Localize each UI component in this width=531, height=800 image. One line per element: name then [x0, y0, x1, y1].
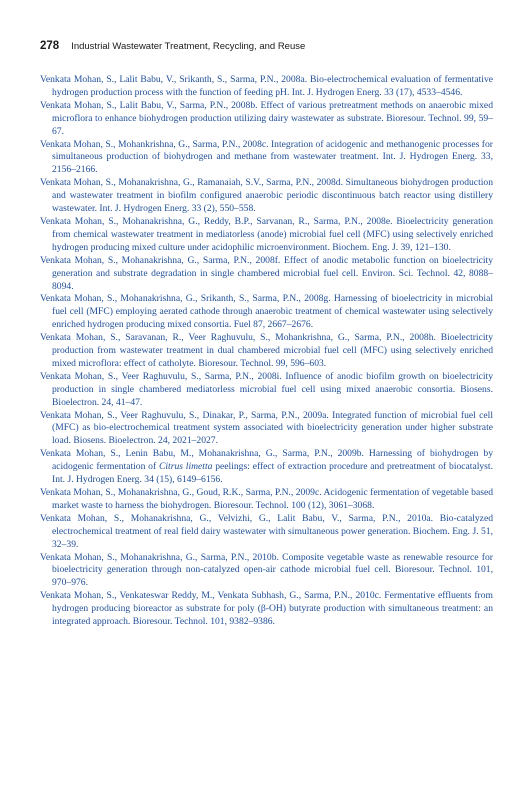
- reference-entry: Venkata Mohan, S., Mohankrishna, G., Sarma, P.N., 2008c. Integration of acidogenic and methanogenic processes for simultaneous production of biohydrogen and methane from wastewater treatment. Int. J. Hydrogen Energ. 33, 2156–2166.: [40, 138, 493, 176]
- page-header: [40, 40, 491, 52]
- reference-entry: Venkata Mohan, S., Mohanakrishna, G., Sarma, P.N., 2008f. Effect of anodic metabolic function on bioelectricity generation and substrate degradation in single chambered microbial fuel cell. Environ. Sci. Technol. 42, 8088–8094.: [40, 254, 493, 292]
- reference-entry: Venkata Mohan, S., Mohanakrishna, G., Srikanth, S., Sarma, P.N., 2008g. Harnessing of bioelectricity in microbial fuel cell (MFC) employing aerated cathode through anaerobic treatment of chemical wastewater using selectively enriched hydrogen producing mixed consortia. Fuel 87, 2667–2676.: [40, 293, 493, 331]
- reference-text: peelings: effect of extraction procedure and pretreatment of biocatalyst. Int. J. Hydrogen Energ. 34 (15), 6149–6156.: [52, 461, 493, 486]
- reference-entry: Venkata Mohan, S., Mohanakrishna, G., Sarma, P.N., 2010b. Composite vegetable waste as renewable resource for bioelectricity generation through non-catalyzed open-air cathode microbial fuel cell. Bioresour. Technol. 101, 970–976.: [40, 551, 493, 589]
- page-number: 278: [40, 40, 60, 52]
- reference-entry: Venkata Mohan, S., Lalit Babu, V., Sarma, P.N., 2008b. Effect of various pretreatment methods on anaerobic mixed microflora to enhance biohydrogen production utilizing dairy wastewater as substrate. Bioresour. Technol. 99, 59–67.: [40, 99, 493, 137]
- reference-entry: Venkata Mohan, S., Mohanakrishna, G., Ramanaiah, S.V., Sarma, P.N., 2008d. Simultaneous biohydrogen production and wastewater treatment in biofilm configured anaerobic periodic discontinuous batch reactor using distillery wastewater. Int. J. Hydrogen Energ. 33 (2), 550–558.: [40, 177, 493, 215]
- reference-entry: Venkata Mohan, S., Saravanan, R., Veer Raghuvulu, S., Mohankrishna, G., Sarma, P.N., 2008h. Bioelectricity production from wastewater treatment in dual chambered microbial fuel cell (MFC) using selectively enriched mixed microflora: effect of catholyte. Bioresour. Technol. 99, 596–603.: [40, 332, 493, 369]
- reference-entry: Venkata Mohan, S., Veer Raghuvulu, S., Dinakar, P., Sarma, P.N., 2009a. Integrated function of microbial fuel cell (MFC) as bio-electrochemical treatment system associated with bioelectricity generation under higher substrate load. Biosens. Bioelectron. 24, 2021–2027.: [40, 409, 493, 447]
- reference-entry: Venkata Mohan, S., Lalit Babu, V., Srikanth, S., Sarma, P.N., 2008a. Bio-electrochemical evaluation of fermentative hydrogen production process with the function of feeding pH. Int. J. Hydrogen Energ. 33 (17), 4533–4546.: [40, 74, 493, 98]
- reference-entry: Venkata Mohan, S., Mohanakrishna, G., Velvizhi, G., Lalit Babu, V., Sarma, P.N., 2010a. Bio-catalyzed electrochemical treatment of real field dairy wastewater with simultaneous power generation. Biochem. Eng. J. 51, 32–39.: [40, 512, 493, 550]
- reference-entry: [40, 448, 493, 487]
- reference-entry: Venkata Mohan, S., Venkateswar Reddy, M., Venkata Subhash, G., Sarma, P.N., 2010c. Fermentative effluents from hydrogen producing bioreactor as substrate for poly (β-OH) butyrate production with simultaneous treatment: an integrated approach. Bioresour. Technol. 101, 9382–9386.: [40, 590, 493, 628]
- running-title: Industrial Wastewater Treatment, Recycling, and Reuse: [71, 41, 306, 52]
- species-name: Citrus limetta: [158, 461, 213, 473]
- reference-entry: Venkata Mohan, S., Mohanakrishna, G., Reddy, B.P., Sarvanan, R., Sarma, P.N., 2008e. Bioelectricity generation from chemical wastewater treatment in mediatorless (anode) microbial fuel cell (MFC) using selectively enriched hydrogen producing mixed culture under acidophilic microenvironment. Biochem. Eng. J. 39, 121–130.: [40, 215, 493, 253]
- reference-list: [40, 74, 493, 629]
- reference-text: Venkata Mohan, S., Lenin Babu, M., Mohanakrishna, G., Sarma, P.N., 2009b. Harnessing of biohydrogen by acidogenic fermentation of: [40, 448, 493, 473]
- reference-entry: Venkata Mohan, S., Veer Raghuvulu, S., Sarma, P.N., 2008i. Influence of anodic biofilm growth on bioelectricity production in single chambered mediatorless microbial fuel cell using mixed anaerobic consortia. Biosens. Bioelectron. 24, 41–47.: [40, 370, 493, 408]
- reference-entry: Venkata Mohan, S., Mohanakrishna, G., Goud, R.K., Sarma, P.N., 2009c. Acidogenic fermentation of vegetable based market waste to harness the biohydrogen. Bioresour. Technol. 100 (12), 3061–3068.: [40, 487, 493, 511]
